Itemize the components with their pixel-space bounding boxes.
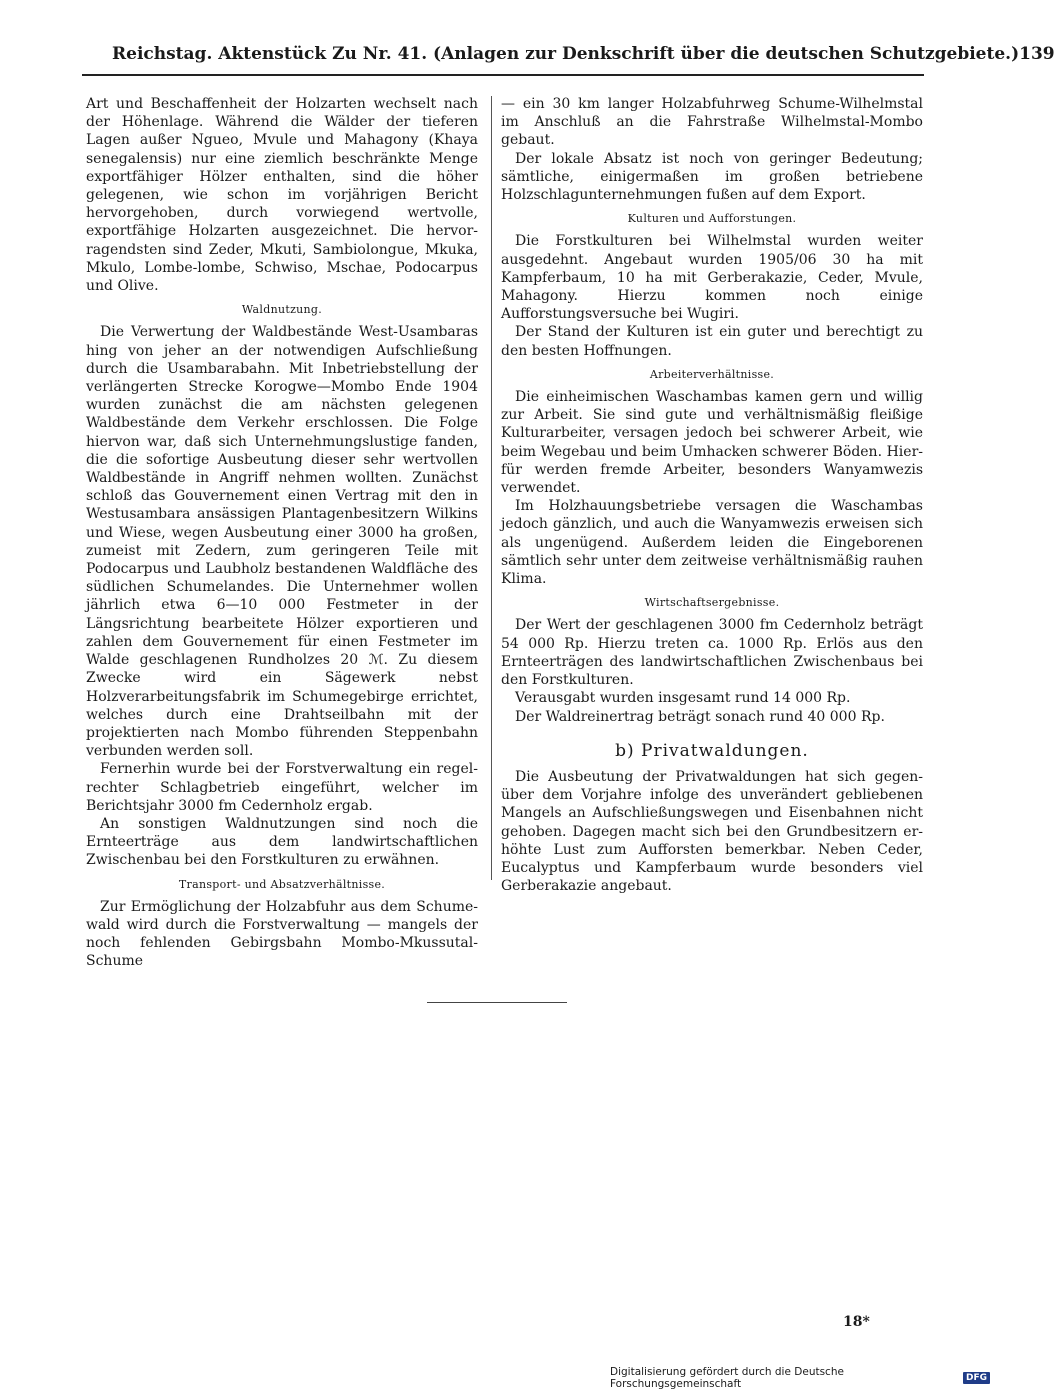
section-heading-waldnutzung: Waldnutzung. bbox=[241, 303, 323, 317]
header-rule bbox=[82, 74, 924, 76]
paragraph: Im Holzhauungsbetriebe versagen die Waschambas jedoch gänzlich, und auch die Wanyamwezis erweisen sich als ungenügend. Außerdem leiden die Eingeborenen sämtlich sehr unter dem zeitweise verhältnismäßig rauhen Klima. bbox=[501, 498, 923, 588]
section-heading-arbeiter: Arbeiterverhältnisse. bbox=[649, 367, 775, 381]
section-heading-kulturen: Kulturen und Aufforstungen. bbox=[627, 212, 797, 226]
paragraph: Die einheimischen Waschambas kamen gern und willig zur Arbeit. Sie sind gute und verhältnismäßig fleißige Kulturarbeiter, versagen jedoch bei schwerer Arbeit, wie beim Wegebau und beim Umhacken schwerer Böden. Hierfür werden fremde Arbeiter, besonders Wanyamwezis verwendet. bbox=[501, 389, 923, 497]
paragraph: Der Stand der Kulturen ist ein guter und berechtigt zu den besten Hoffnungen. bbox=[501, 324, 923, 359]
column-divider bbox=[491, 96, 492, 880]
running-header bbox=[112, 44, 1055, 64]
digitization-footer bbox=[610, 1366, 990, 1390]
paragraph: Die Verwertung der Waldbestände West-Usambaras hing von jeher an der notwendigen Aufschließung durch die Usambarabahn. Mit Inbetriebstellung der verlängerten Strecke Korogwe—Mombo Ende 1904 wurden zunächst die am nächsten gelegenen Waldbestände dem Verkehr erschlossen. Die Folge hiervon war, daß sich Unternehmungslustige fanden, die die sofortige Ausbeutung dieser sehr wertvollen Waldbestände in Angriff nehmen wollten. Zunächst schloß das Gouvernement einen Vertrag mit den in Westusambara ansässigen Plantagenbesitzern Wilkins und Wiese, wegen Ausbeutung einer 3000 ha großen, zumeist mit Zedern, zum geringeren Teile mit Podocarpus und Laubholz bestandenen Waldfläche des südlichen Schumelandes. Die Unternehmer wollen jährlich etwa 6—10 000 Festmeter in der Längsrichtung bearbeitete Hölzer exportieren und zahlen dem Gouvernement für einen Festmeter im Walde geschlagenen Rundholzes 20 ℳ. Zu diesem Zwecke wird ein Sägewerk nebst Holzverarbeitungsfabrik im Schumegebirge errichtet, welches durch eine Drahtseilbahn mit der projektierten nach Mombo führenden Steppenbahn verbunden werden soll. bbox=[86, 324, 478, 760]
paragraph: An sonstigen Waldnutzungen sind noch die Ernteerträge aus dem landwirtschaftlichen Zwischenbau bei den Forstkulturen zu erwähnen. bbox=[86, 815, 478, 869]
footer-credit: Digitalisierung gefördert durch die Deutsche Forschungsgemeinschaft bbox=[610, 1366, 844, 1390]
running-title: Reichstag. Aktenstück Zu Nr. 41. (Anlagen zur Denkschrift über die deutschen Schutzgebiete.) bbox=[112, 44, 1020, 64]
paragraph: Fernerhin wurde bei der Forstverwaltung ein regelrechter Schlagbetrieb eingeführt, welcher im Berichtsjahr 3000 fm Cedernholz ergab. bbox=[86, 761, 478, 814]
signature-mark: 18* bbox=[843, 1314, 870, 1330]
section-heading-transport: Transport- und Absatzverhältnisse. bbox=[178, 877, 386, 891]
paragraph: Der Waldreinertrag beträgt sonach rund 40 000 Rp. bbox=[515, 708, 885, 725]
dfg-logo-icon: DFG bbox=[963, 1372, 990, 1384]
paragraph: Art und Beschaffenheit der Holzarten wechselt nach der Höhenlage. Während die Wälder der tieferen Lagen außer Ngueo, Mvule und Mahagony (Khaya senegalensis) nur eine ziemlich beschränkte Menge exportfähiger Hölzer enthalten, sind die höher gelegenen, wie schon im vorjährigen Bericht hervorgehoben, durch vorwiegend wertvolle, exportfähige Holzarten ausgezeichnet. Die hervorragendsten sind Zeder, Mkuti, Sambiolongue, Mkuka, Mkulo, Lombe-lombe, Schwiso, Mschae, Podocarpus und Olive. bbox=[86, 96, 478, 295]
right-column bbox=[501, 95, 923, 895]
paragraph: — ein 30 km langer Holzabfuhrweg Schume-Wilhelmstal im Anschluß an die Fahrstraße Wilhelmstal-Mombo gebaut. bbox=[501, 96, 923, 149]
paragraph: Verausgabt wurden insgesamt rund 14 000 Rp. bbox=[515, 690, 851, 707]
left-column bbox=[86, 95, 478, 971]
page-number: 139 bbox=[1019, 44, 1055, 64]
paragraph: Zur Ermöglichung der Holzabfuhr aus dem Schumewald wird durch die Forstverwaltung — mangels der noch fehlenden Gebirgsbahn Mombo-Mkussutal-Schume bbox=[86, 898, 478, 970]
section-heading-privatwaldungen: b) Privatwaldungen. bbox=[615, 740, 809, 761]
paragraph: Die Forstkulturen bei Wilhelmstal wurden weiter ausgedehnt. Angebaut wurden 1905/06 30 ha mit Kampferbaum, 10 ha mit Gerberakazie, Ceder, Mvule, Mahagony. Hierzu kommen noch einige Aufforstungsversuche bei Wugiri. bbox=[501, 233, 923, 323]
paragraph: Der lokale Absatz ist noch von geringer Bedeutung; sämtliche, einigermaßen im großen betriebene Holzschlagunternehmungen fußen auf dem Export. bbox=[501, 150, 923, 204]
paragraph: Der Wert der geschlagenen 3000 fm Cedernholz beträgt 54 000 Rp. Hierzu treten ca. 1000 Rp. Erlös aus den Ernteerträgen des landwirtschaftlichen Zwischenbaus bei den Forstkulturen. bbox=[501, 617, 923, 689]
section-heading-wirtschaft: Wirtschaftsergebnisse. bbox=[644, 596, 780, 610]
paragraph: Die Ausbeutung der Privatwaldungen hat sich gegenüber dem Vorjahre infolge des unverändert gebliebenen Mangels an Aufschließungswegen und Eisenbahnen nicht gehoben. Dagegen macht sich bei den Grundbesitzern erhöhte Lust zum Aufforsten bemerkbar. Neben Ceder, Eucalyptus und Kampferbaum wurde besonders viel Gerberakazie angebaut. bbox=[501, 768, 923, 895]
end-rule bbox=[427, 1002, 567, 1003]
